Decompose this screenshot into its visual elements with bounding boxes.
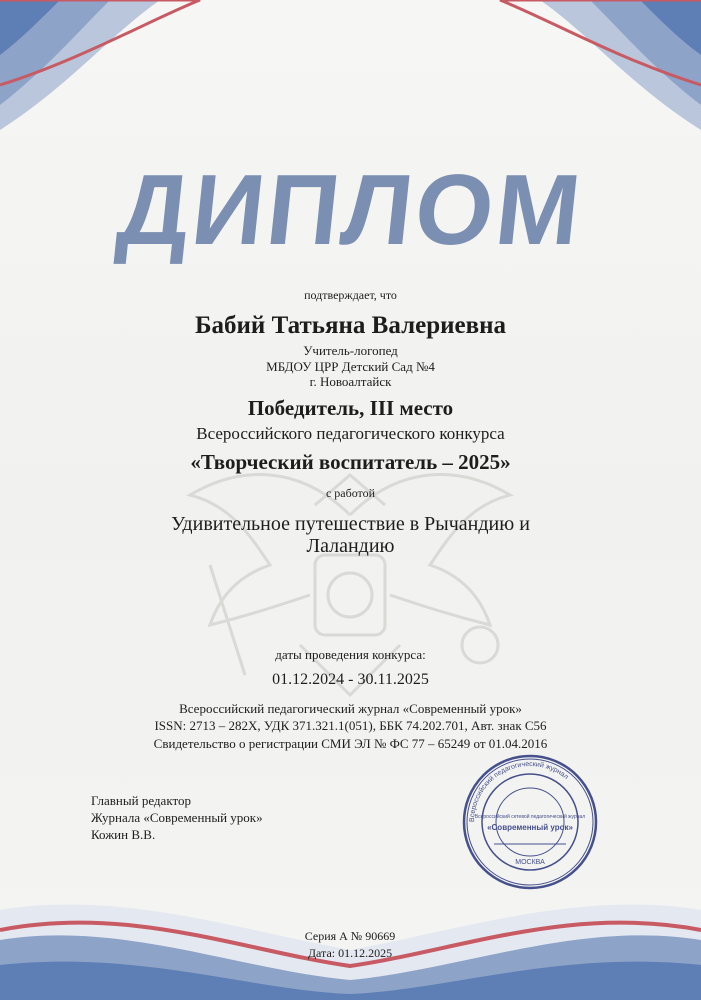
editor-journal: Журнала «Современный урок» (91, 810, 263, 825)
confirms-text: подтверждает, что (304, 288, 397, 302)
work-title-line2: Лаландию (306, 535, 395, 557)
stamp-center-text: «Современный урок» (487, 823, 573, 832)
svg-text:Всероссийский педагогический ж (469, 761, 570, 822)
recipient-city: г. Новоалтайск (309, 374, 392, 389)
issue-date: Дата: 01.12.2025 (307, 946, 393, 960)
contest-name: «Творческий воспитатель – 2025» (190, 450, 511, 474)
dates-label: даты проведения конкурса: (275, 647, 426, 662)
work-title-line1: Удивительное путешествие в Рычандию и (171, 513, 530, 535)
editor-role: Главный редактор (91, 793, 191, 808)
eagle-emblem-watermark (150, 445, 550, 705)
stamp-ring-text: Всероссийский педагогический журнал (468, 760, 570, 823)
journal-stamp (460, 752, 600, 892)
with-work-label: с работой (325, 486, 376, 500)
journal-name: Всероссийский педагогический журнал «Современный урок» (179, 701, 522, 716)
editor-signature-block (91, 792, 263, 843)
recipient-organization: МБДОУ ЦРР Детский Сад №4 (266, 359, 435, 374)
journal-registration: Свидетельство о регистрации СМИ ЭЛ № ФС 77 – 65249 от 01.04.2016 (153, 736, 548, 751)
stamp-city: МОСКВА (515, 859, 545, 866)
award-place: Победитель, III место (247, 396, 454, 420)
recipient-position: Учитель-логопед (303, 343, 398, 358)
serial-block (270, 928, 430, 962)
top-wave-decoration (0, 0, 701, 140)
stamp-inner-text: Всероссийский сетевой педагогический журнал (474, 814, 586, 820)
serial-number: Серия А № 90669 (304, 929, 396, 943)
editor-name: Кожин В.В. (91, 827, 156, 842)
recipient-name: Бабий Татьяна Валериевна (195, 312, 506, 339)
contest-description: Всероссийского педагогического конкурса (196, 424, 505, 443)
contest-dates: 01.12.2024 - 30.11.2025 (272, 671, 429, 688)
journal-issn: ISSN: 2713 – 282Х, УДК 371.321.1(051), ББК 74.202.701, Авт. знак С56 (154, 718, 547, 733)
diploma-title: ДИПЛОМ (112, 154, 589, 266)
